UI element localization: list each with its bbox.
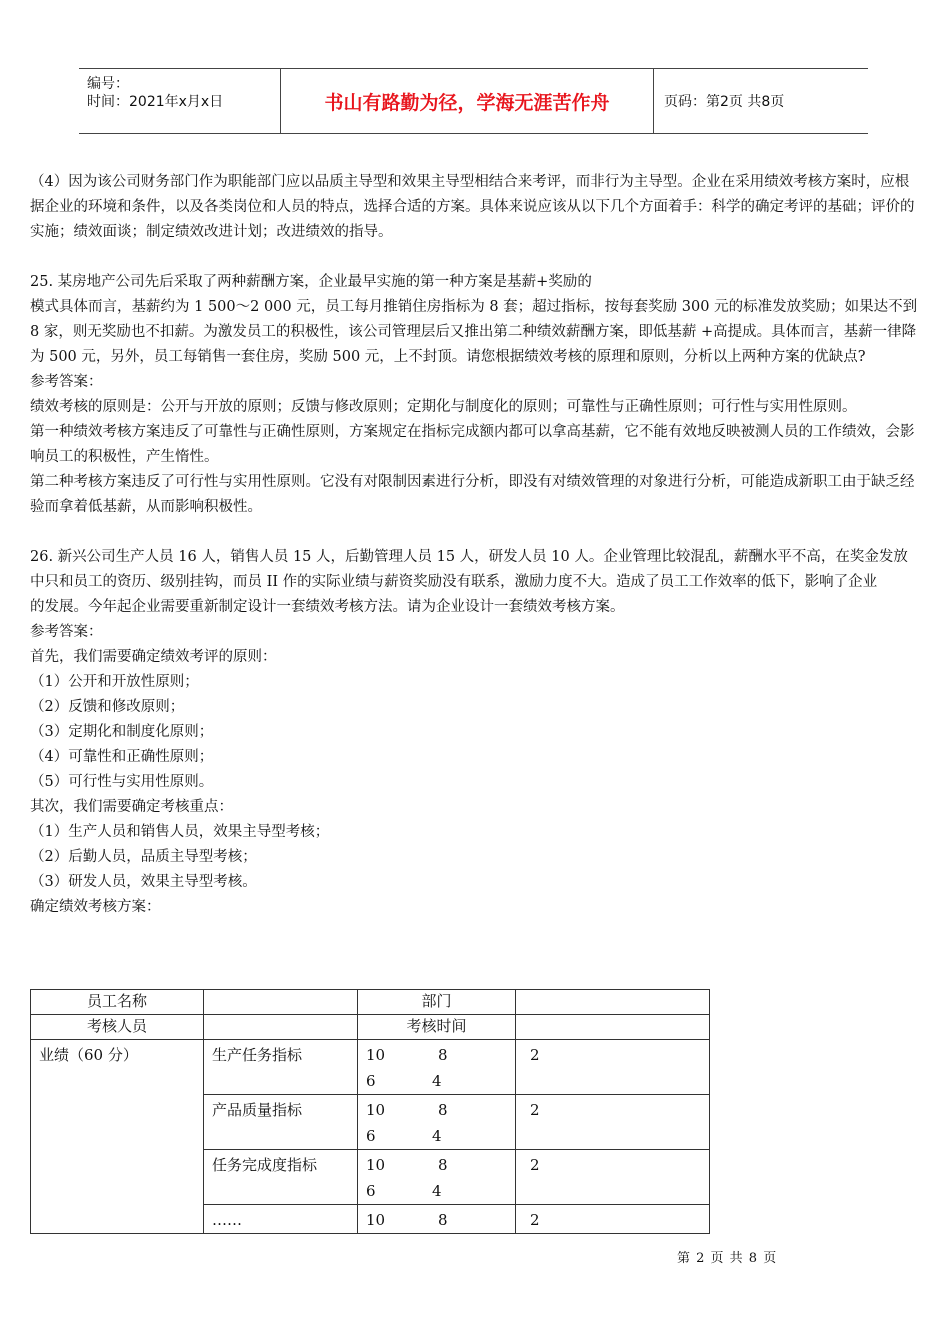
paragraph: 参考答案： [30, 624, 103, 640]
table-row [31, 990, 710, 1015]
table-row [31, 1040, 710, 1095]
table-cell: 考核时间 [358, 1015, 516, 1040]
number-label: 编号： [87, 76, 129, 92]
list-item: （1）公开和开放性原则； [30, 674, 199, 690]
score: 8 [438, 1046, 448, 1064]
paragraph: 第二种考核方案违反了可行性与实用性原则。它没有对限制因素进行分析，即没有对绩效管理的对象进行分析，可能造成新职工由于缺乏经验而拿着低基薪，从而影响积极性。 [30, 474, 915, 515]
item-name: 生产任务指标 [204, 1040, 358, 1095]
list-item: （1）生产人员和销售人员，效果主导型考核； [30, 824, 330, 840]
category-cell: 业绩（60 分） [31, 1040, 204, 1234]
score-cell [358, 1150, 516, 1205]
list-item: （3）定期化和制度化原则； [30, 724, 214, 740]
score: 6 [366, 1127, 376, 1145]
score: 8 [438, 1156, 448, 1174]
paragraph: 第一种绩效考核方案违反了可靠性与正确性原则，方案规定在指标完成额内都可以拿高基薪，它不能有效地反映被测人员的工作绩效，会影响员工的积极性，产生惰性。 [30, 424, 915, 465]
page-header [79, 68, 868, 134]
score: 4 [432, 1182, 442, 1200]
time-label: 时间：2021年x月x日 [87, 94, 224, 110]
score-cell [358, 1095, 516, 1150]
spacer [30, 245, 922, 270]
score: 10 [366, 1211, 386, 1229]
item-name: 产品质量指标 [204, 1095, 358, 1150]
table-cell: 部门 [358, 990, 516, 1015]
item-name: 任务完成度指标 [204, 1150, 358, 1205]
paragraph: 绩效考核的原则是：公开与开放的原则；反馈与修改原则；定期化与制度化的原则；可靠性与正确性原则；可行性与实用性原则。 [30, 399, 857, 415]
paragraph: 的发展。今年起企业需要重新制定设计一套绩效考核方法。请为企业设计一套绩效考核方案。 [30, 599, 625, 615]
paragraph: 模式具体而言，基薪约为 1 500～2 000 元，员工每月推销住房指标为 8 套；超过指标，按每套奖励 300 元的标准发放奖励；如果达不到 8 家，则无奖励也不扣薪。为激发员工的积极性，该公司管理层后又推出第二种绩效薪酬方案，即低基薪 +高提成。具体而言，基薪一律降为 500 元，另外，员工每销售一套住房，奖励 500 元，上不封顶。请您根据绩效考核的原理和原则，分析以上两种方案的优缺点? [30, 299, 918, 365]
table-cell: 员工名称 [31, 990, 204, 1015]
list-item: （3）研发人员，效果主导型考核。 [30, 874, 257, 890]
paragraph: 25. 某房地产公司先后采取了两种薪酬方案，企业最早实施的第一种方案是基薪+奖励的 [30, 274, 592, 290]
score: 10 [366, 1046, 386, 1064]
table-cell [204, 1015, 358, 1040]
paragraph: 其次，我们需要确定考核重点： [30, 799, 233, 815]
score-cell [358, 1040, 516, 1095]
list-item: （2）反馈和修改原则； [30, 699, 185, 715]
item-name: …… [204, 1205, 358, 1234]
list-item: （2）后勤人员，品质主导型考核； [30, 849, 257, 865]
score: 10 [366, 1156, 386, 1174]
table-cell [516, 1015, 710, 1040]
score: 4 [432, 1127, 442, 1145]
document-body [30, 170, 922, 920]
score: 2 [516, 1095, 710, 1150]
header-page-label: 页码：第2页 共8页 [664, 94, 785, 110]
list-item: （5）可行性与实用性原则。 [30, 774, 214, 790]
table-cell: 考核人员 [31, 1015, 204, 1040]
spacer [30, 520, 922, 545]
paragraph: 参考答案： [30, 374, 103, 390]
score: 8 [438, 1101, 448, 1119]
assessment-table [30, 989, 710, 1234]
score: 6 [366, 1182, 376, 1200]
score: 4 [432, 1072, 442, 1090]
table-row [31, 1015, 710, 1040]
table-cell [516, 990, 710, 1015]
score: 2 [516, 1150, 710, 1205]
score: 6 [366, 1072, 376, 1090]
header-motto: 书山有路勤为径，学海无涯苦作舟 [281, 69, 654, 133]
score: 8 [438, 1211, 448, 1229]
score-cell [358, 1205, 516, 1234]
header-meta [79, 69, 281, 133]
paragraph: 26. 新兴公司生产人员 16 人，销售人员 15 人，后勤管理人员 15 人，研发人员 10 人。企业管理比较混乱，薪酬水平不高，在奖金发放中只和员工的资历、级别挂钩，而员 II 作的实际业绩与薪资奖励没有联系，激励力度不大。造成了员工工作效率的低下，影响了企业 [30, 549, 908, 590]
list-item: （4）可靠性和正确性原则； [30, 749, 214, 765]
page-footer: 第 2 页 共 8 页 [677, 1251, 778, 1266]
paragraph: 首先，我们需要确定绩效考评的原则： [30, 649, 277, 665]
paragraph: （4）因为该公司财务部门作为职能部门应以品质主导型和效果主导型相结合来考评，而非行为主导型。企业在采用绩效考核方案时，应根据企业的环境和条件，以及各类岗位和人员的特点，选择合适的方案。具体来说应该从以下几个方面着手：科学的确定考评的基础；评价的实施；绩效面谈；制定绩效改进计划；改进绩效的指导。 [30, 174, 915, 240]
score: 10 [366, 1101, 386, 1119]
paragraph: 确定绩效考核方案： [30, 899, 161, 915]
score: 2 [516, 1040, 710, 1095]
table-cell [204, 990, 358, 1015]
score: 2 [516, 1205, 710, 1234]
